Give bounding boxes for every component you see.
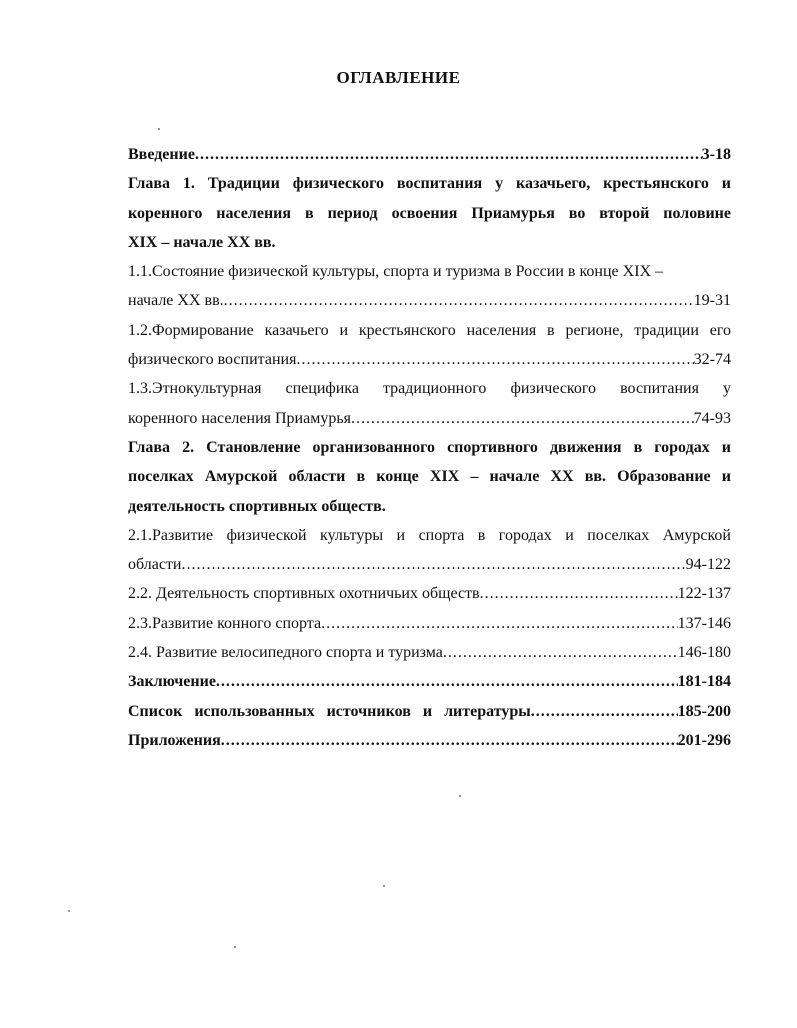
toc-section-2-1-line: 2.1.Развитие физической культуры и спорта в городах и поселках Амурской [128,526,731,544]
toc-entry-pages: 94-122 [685,556,731,574]
toc-entry-label: коренного населения Приамурья [128,409,351,427]
toc-chapter-2-line: Глава 2. Становление организованного спортивного движения в городах и [128,438,731,456]
toc-entry-label: начале XX вв. [128,292,224,310]
toc-entry-label: физического воспитания [128,351,297,369]
toc-entry-pages: 3-18 [701,146,731,163]
toc-entry-label: 2.3.Развитие конного спорта [128,614,322,632]
dot-leader [296,345,693,374]
dot-leader [221,726,678,755]
toc-section-1-1-leader [128,286,731,315]
toc-entry-appendix [128,726,731,755]
dot-leader [351,404,694,433]
toc-entry-label: Приложения [128,731,221,749]
dot-leader [443,638,678,667]
toc-entry-pages: 19-31 [693,292,731,310]
scan-speck [158,128,160,130]
toc-chapter-1-line: коренного населения в период освоения Приамурья во второй половине [128,204,731,222]
toc-chapter-1-line: Глава 1. Традиции физического воспитания у казачьего, крестьянского и [128,175,731,193]
dot-leader [216,667,678,696]
toc-entry-pages: 137-146 [677,614,731,632]
toc-entry-pages: 201-296 [677,731,731,749]
toc-entry-pages: 32-74 [693,351,731,369]
toc-section-1-2-leader [128,345,731,374]
toc-section-1-2-line: 1.2.Формирование казачьего и крестьянского населения в регионе, традиции его [128,321,731,339]
toc-entry-pages: 146-180 [677,644,731,662]
toc-entry-label: Введение [128,146,195,163]
toc-entry-label: Список использованных источников и литературы [128,702,531,720]
scan-speck [459,795,461,797]
page-title: ОГЛАВЛЕНИЕ [336,68,461,87]
toc-section-1-3-leader [128,404,731,433]
toc-section-2-2 [128,579,731,608]
toc-chapter-1-line: XIX – начале XX вв. [128,233,276,251]
toc-section-1-3-line: 1.3.Этнокультурная специфика традиционного физического воспитания у [128,380,731,398]
dot-leader [321,609,678,638]
scan-speck [234,946,236,948]
toc-entry-conclusion [128,667,731,696]
table-of-contents [128,140,731,755]
toc-entry-label: 2.2. Деятельность спортивных охотничьих обществ [128,585,480,603]
toc-entry-pages: 185-200 [677,702,731,720]
scan-speck [383,885,385,887]
dot-leader [480,579,678,608]
toc-chapter-2-line: поселках Амурской области в конце XIX – начале XX вв. Образование и [128,468,731,486]
toc-entry-pages: 74-93 [693,409,731,427]
dot-leader [224,286,694,315]
toc-entry-pages: 181-184 [677,673,731,691]
toc-section-2-3 [128,609,731,638]
toc-entry-introduction [128,140,731,169]
scan-speck [68,910,70,912]
toc-chapter-2-line: деятельность спортивных обществ. [128,497,386,515]
toc-entry-pages: 122-137 [677,585,731,603]
toc-entry-label: 2.4. Развитие велосипедного спорта и туризма [128,644,443,662]
dot-leader [531,697,678,726]
toc-entry-label: Заключение [128,673,216,691]
toc-entry-sources [128,697,731,726]
toc-section-2-4 [128,638,731,667]
toc-section-1-1-line: 1.1.Состояние физической культуры, спорта и туризма в России в конце XIX – [128,263,664,281]
dot-leader [181,550,685,579]
toc-section-2-1-leader [128,550,731,579]
toc-entry-label: области [128,556,182,574]
dot-leader [195,140,702,169]
